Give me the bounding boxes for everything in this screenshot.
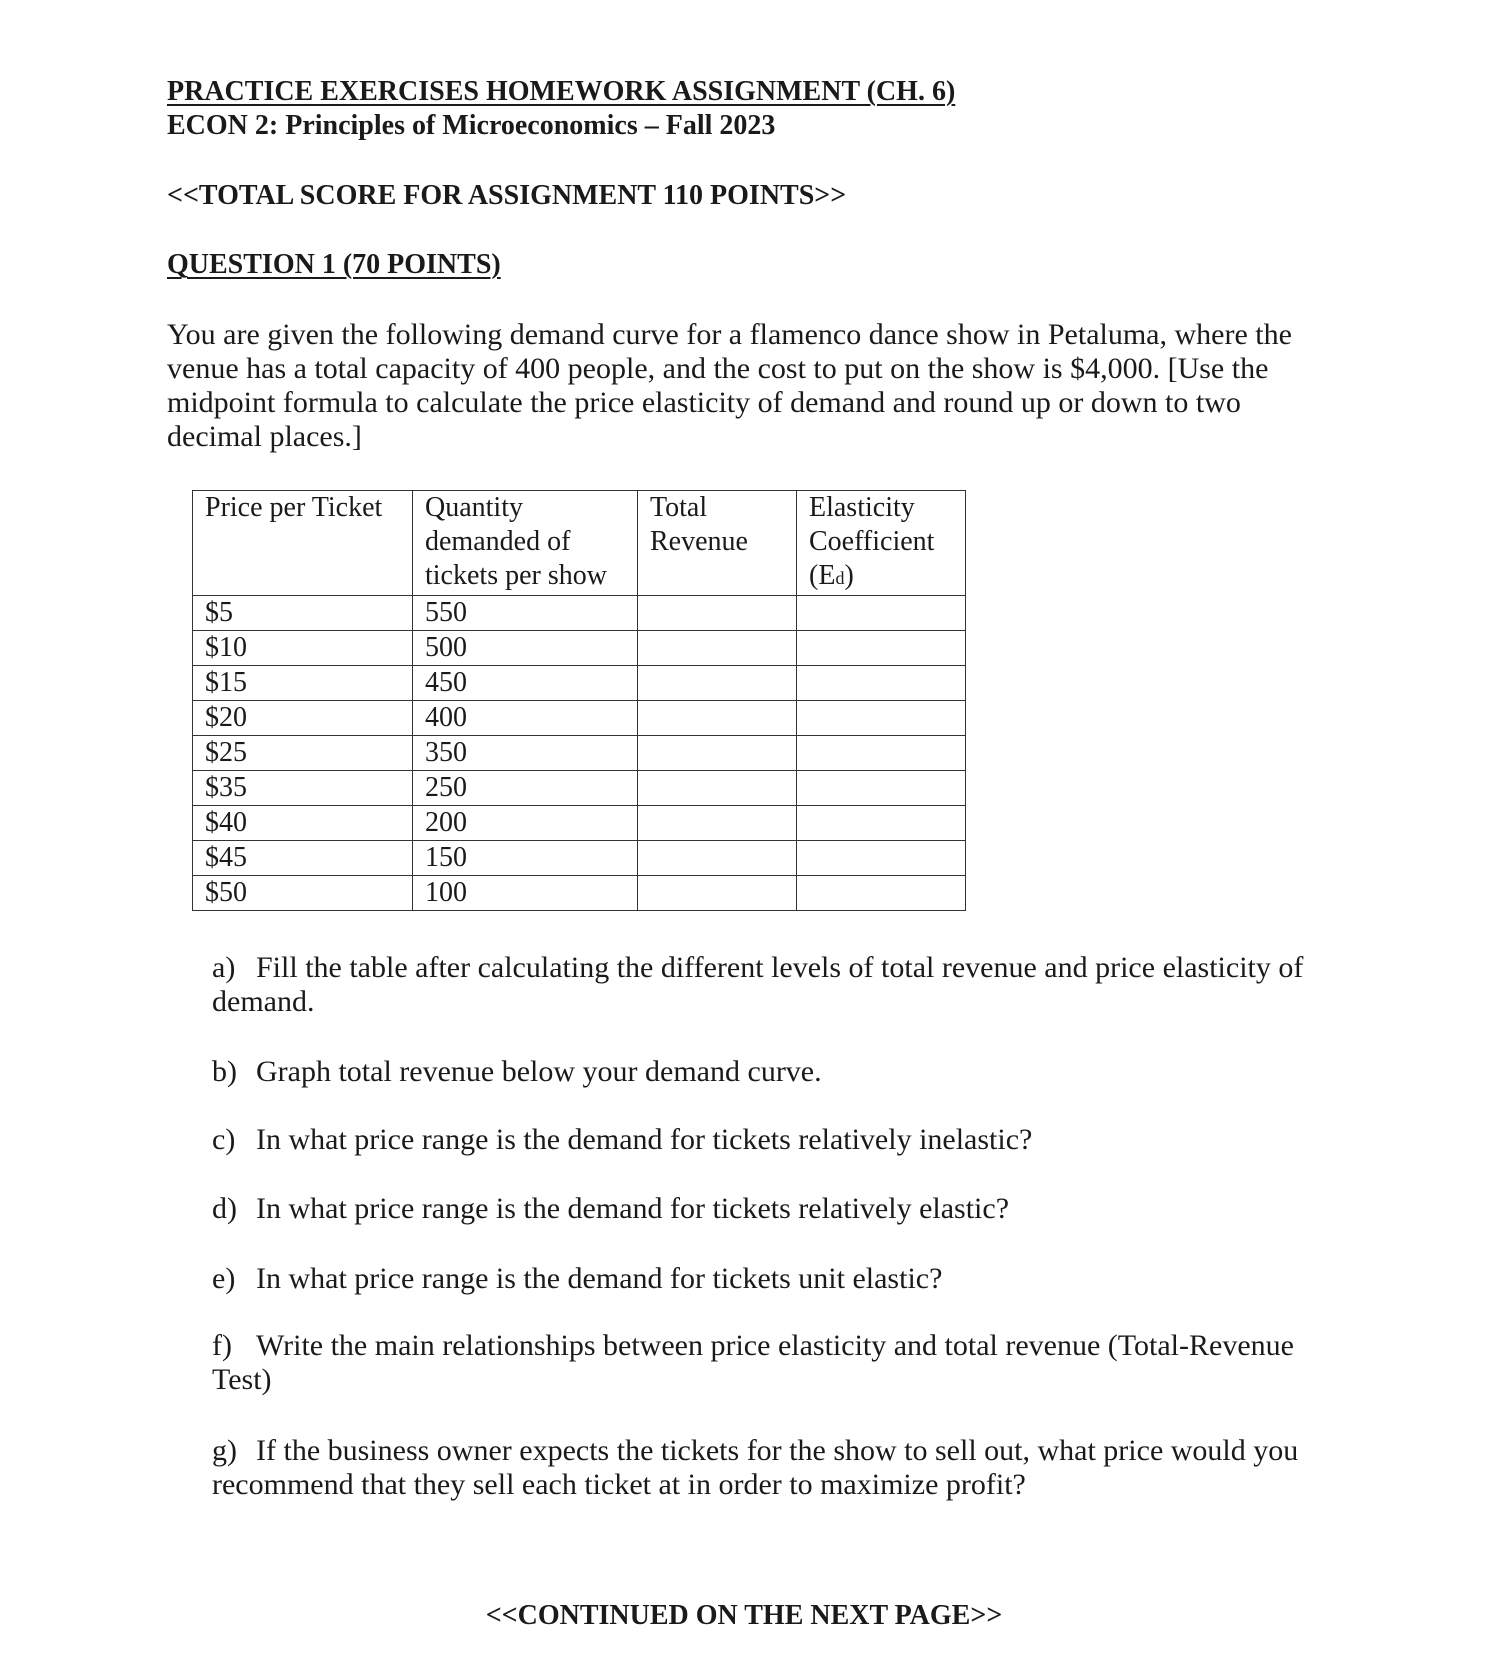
price-cell: $35 <box>193 771 413 806</box>
quantity-cell: 350 <box>413 736 638 771</box>
revenue-cell <box>638 806 797 841</box>
question-e-text: In what price range is the demand for tickets unit elastic? <box>256 1262 943 1295</box>
header-elasticity <box>797 491 966 596</box>
price-cell: $15 <box>193 666 413 701</box>
quantity-cell: 550 <box>413 596 638 631</box>
question-a <box>212 951 1342 1019</box>
quantity-cell: 200 <box>413 806 638 841</box>
price-cell: $40 <box>193 806 413 841</box>
elasticity-cell <box>797 631 966 666</box>
table-row <box>193 596 966 631</box>
revenue-cell <box>638 596 797 631</box>
revenue-cell <box>638 666 797 701</box>
table-header-row <box>193 491 966 596</box>
revenue-cell <box>638 841 797 876</box>
table-row <box>193 736 966 771</box>
question-b <box>212 1055 1342 1089</box>
table-row <box>193 701 966 736</box>
quantity-cell: 250 <box>413 771 638 806</box>
question-c-letter: c) <box>212 1123 236 1156</box>
revenue-cell <box>638 771 797 806</box>
question-f <box>212 1329 1342 1397</box>
price-cell: $25 <box>193 736 413 771</box>
question-c-text: In what price range is the demand for tickets relatively inelastic? <box>256 1123 1033 1156</box>
demand-table <box>192 490 966 911</box>
question-c <box>212 1123 1342 1157</box>
quantity-cell: 100 <box>413 876 638 911</box>
question-b-text: Graph total revenue below your demand curve. <box>256 1055 822 1088</box>
elasticity-cell <box>797 771 966 806</box>
elasticity-cell <box>797 841 966 876</box>
quantity-cell: 500 <box>413 631 638 666</box>
header-price: Price per Ticket <box>193 491 413 596</box>
assignment-title: PRACTICE EXERCISES HOMEWORK ASSIGNMENT (CH. 6) <box>167 76 956 107</box>
table-row <box>193 666 966 701</box>
question-a-text: Fill the table after calculating the different levels of total revenue and price elasticity of demand. <box>212 951 1304 1018</box>
question-f-text: Write the main relationships between price elasticity and total revenue (Total-Revenue Test) <box>212 1329 1294 1396</box>
question-e-letter: e) <box>212 1262 236 1295</box>
revenue-cell <box>638 631 797 666</box>
question-a-letter: a) <box>212 951 236 984</box>
header-quantity: Quantity demanded of tickets per show <box>413 491 638 596</box>
price-cell: $50 <box>193 876 413 911</box>
elasticity-cell <box>797 701 966 736</box>
question-b-letter: b) <box>212 1055 237 1088</box>
elasticity-cell <box>797 596 966 631</box>
question-e <box>212 1262 1342 1296</box>
elasticity-cell <box>797 806 966 841</box>
header-elasticity-label: Elasticity Coefficient (E <box>809 492 935 591</box>
question-f-letter: f) <box>212 1329 232 1362</box>
price-cell: $20 <box>193 701 413 736</box>
quantity-cell: 400 <box>413 701 638 736</box>
quantity-cell: 450 <box>413 666 638 701</box>
table-row <box>193 841 966 876</box>
elasticity-cell <box>797 876 966 911</box>
header-revenue: Total Revenue <box>638 491 797 596</box>
elasticity-cell <box>797 666 966 701</box>
question-d-letter: d) <box>212 1192 237 1225</box>
question-g <box>212 1434 1342 1502</box>
course-title: ECON 2: Principles of Microeconomics – Fall 2023 <box>167 110 776 141</box>
continued-note: <<CONTINUED ON THE NEXT PAGE>> <box>485 1600 1003 1631</box>
question-d <box>212 1192 1342 1226</box>
question-g-text: If the business owner expects the tickets for the show to sell out, what price would you recommend that they sell each ticket at in order to maximize profit? <box>212 1434 1299 1501</box>
question-1-heading: QUESTION 1 (70 POINTS) <box>167 249 501 280</box>
price-cell: $10 <box>193 631 413 666</box>
table-row <box>193 631 966 666</box>
revenue-cell <box>638 701 797 736</box>
price-cell: $5 <box>193 596 413 631</box>
question-g-letter: g) <box>212 1434 237 1467</box>
table-row <box>193 771 966 806</box>
header-elasticity-close: ) <box>844 560 854 591</box>
elasticity-cell <box>797 736 966 771</box>
question-d-text: In what price range is the demand for tickets relatively elastic? <box>256 1192 1010 1225</box>
revenue-cell <box>638 736 797 771</box>
total-score-note: <<TOTAL SCORE FOR ASSIGNMENT 110 POINTS>> <box>167 180 847 211</box>
table-row <box>193 876 966 911</box>
price-cell: $45 <box>193 841 413 876</box>
question-1-intro: You are given the following demand curve for a flamenco dance show in Petaluma, where the venue has a total capacity of 400 people, and the cost to put on the show is $4,000. [Use the midpoint formula to calculate the price elasticity of demand and round up or down to two decimal places.] <box>167 318 1292 453</box>
revenue-cell <box>638 876 797 911</box>
table-row <box>193 806 966 841</box>
header-elasticity-subscript: d <box>835 568 845 588</box>
quantity-cell: 150 <box>413 841 638 876</box>
